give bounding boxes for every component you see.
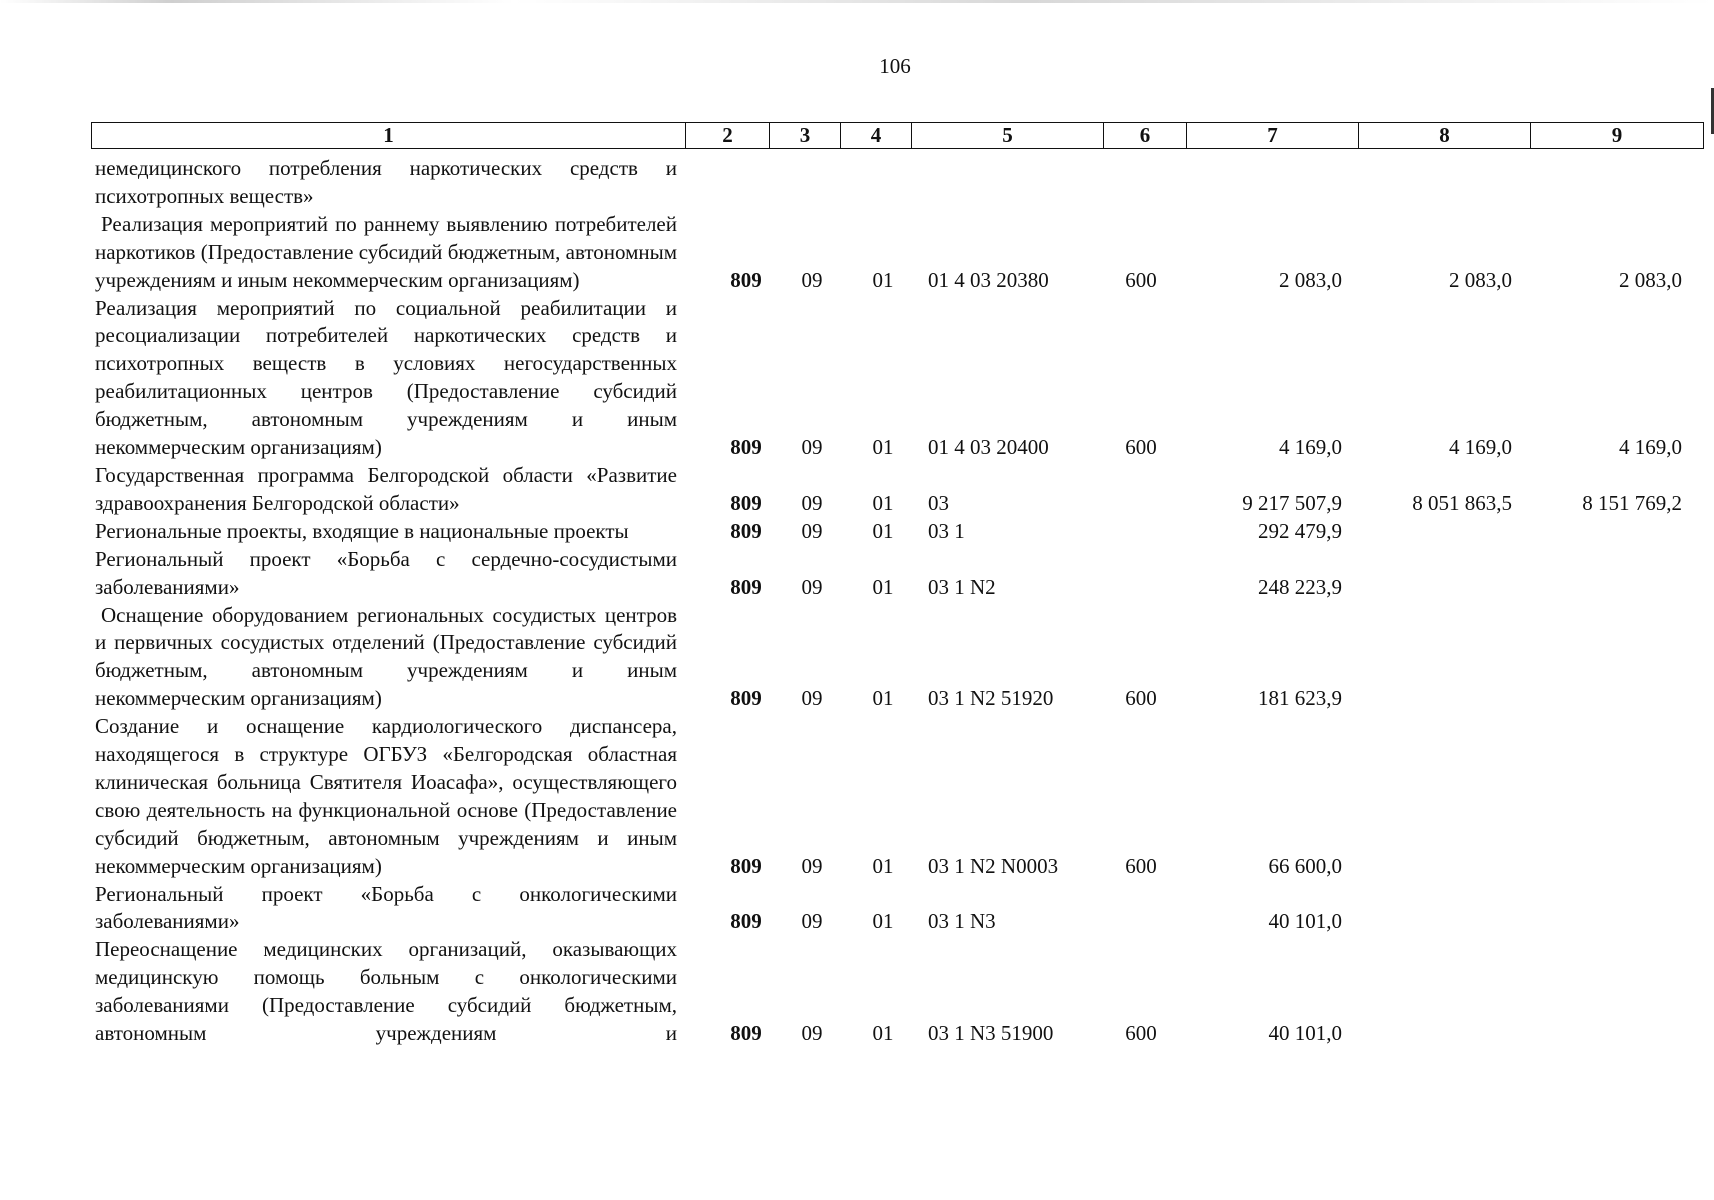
header-col-6: 6 xyxy=(1104,123,1187,149)
cell-amount-col9: 4 169,0 xyxy=(1619,435,1682,460)
cell-subsection: 01 xyxy=(872,853,894,878)
row-description: немедицинского потребления наркотических средств и психотропных веществ» xyxy=(95,156,677,208)
cell-target-article: 03 1 N3 xyxy=(928,909,996,934)
cell-expense-type: 600 xyxy=(1125,686,1157,711)
cell-amount-col8: 8 051 863,5 xyxy=(1412,490,1512,515)
cell-section: 09 xyxy=(801,1021,823,1046)
cell-section: 09 xyxy=(801,490,823,515)
scan-edge xyxy=(0,0,1714,3)
cell-section: 09 xyxy=(801,574,823,599)
row-description: Региональный проект «Борьба с онкологическими заболеваниями» xyxy=(95,881,677,934)
cell-amount-col7: 66 600,0 xyxy=(1268,853,1342,878)
cell-section: 09 xyxy=(801,267,823,292)
cell-target-article: 01 4 03 20400 xyxy=(928,435,1049,460)
cell-ministry-code: 809 xyxy=(730,909,762,934)
header-col-1: 1 xyxy=(92,123,686,149)
cell-amount-col7: 292 479,9 xyxy=(1258,518,1342,543)
cell-ministry-code: 809 xyxy=(730,435,762,460)
cell-target-article: 03 1 N3 51900 xyxy=(928,1021,1054,1046)
cell-section: 09 xyxy=(801,909,823,934)
cell-ministry-code: 809 xyxy=(730,853,762,878)
cell-ministry-code: 809 xyxy=(730,490,762,515)
cell-ministry-code: 809 xyxy=(730,1021,762,1046)
cell-section: 09 xyxy=(801,518,823,543)
cell-ministry-code: 809 xyxy=(730,518,762,543)
cell-subsection: 01 xyxy=(872,518,894,543)
header-col-8: 8 xyxy=(1359,123,1531,149)
cell-expense-type: 600 xyxy=(1125,1021,1157,1046)
row-description: Государственная программа Белгородской области «Развитие здравоохранения Белгородской области» xyxy=(95,462,677,515)
table-row xyxy=(91,211,1703,295)
row-description: Региональные проекты, входящие в национальные проекты xyxy=(95,518,629,543)
cell-subsection: 01 xyxy=(872,490,894,515)
cell-amount-col7: 9 217 507,9 xyxy=(1242,490,1342,515)
header-col-2: 2 xyxy=(686,123,770,149)
cell-amount-col8: 4 169,0 xyxy=(1449,435,1512,460)
cell-section: 09 xyxy=(801,686,823,711)
cell-amount-col7: 40 101,0 xyxy=(1268,1021,1342,1046)
cell-subsection: 01 xyxy=(872,267,894,292)
row-description: Создание и оснащение кардиологического диспансера, находящегося в структуре ОГБУЗ «Белгородская областная клиническая больница Святителя Иоасафа», осуществляющего свою деятельность на функциональной основе (Предоставление субсидий бюджетным, автономным учреждениям и иным некоммерческим организациям) xyxy=(95,714,677,878)
cell-subsection: 01 xyxy=(872,435,894,460)
cell-target-article: 03 1 N2 51920 xyxy=(928,686,1054,711)
row-description: Реализация мероприятий по социальной реабилитации и ресоциализации потребителей наркотических средств и психотропных веществ в условиях негосударственных реабилитационных центров (Предоставление субсидий бюджетным, автономным учреждениям и иным некоммерческим организациям) xyxy=(95,295,677,460)
budget-table-body xyxy=(91,155,1703,1048)
cell-subsection: 01 xyxy=(872,574,894,599)
header-col-4: 4 xyxy=(841,123,912,149)
cell-expense-type: 600 xyxy=(1125,267,1157,292)
cell-subsection: 01 xyxy=(872,1021,894,1046)
cell-section: 09 xyxy=(801,853,823,878)
table-row xyxy=(91,602,1703,714)
cell-amount-col9: 2 083,0 xyxy=(1619,267,1682,292)
cell-amount-col8: 2 083,0 xyxy=(1449,267,1512,292)
table-row xyxy=(91,713,1703,880)
header-col-9: 9 xyxy=(1531,123,1704,149)
cell-amount-col9: 8 151 769,2 xyxy=(1582,490,1682,515)
table-row xyxy=(91,936,1703,1048)
page-number: 106 xyxy=(879,54,911,78)
cell-amount-col7: 181 623,9 xyxy=(1258,686,1342,711)
header-col-5: 5 xyxy=(912,123,1104,149)
header-row xyxy=(92,123,1704,149)
table-row xyxy=(91,155,1703,211)
table-row xyxy=(91,881,1703,937)
cell-subsection: 01 xyxy=(872,686,894,711)
table-row xyxy=(91,295,1703,462)
cell-target-article: 03 xyxy=(928,490,949,515)
row-description: Переоснащение медицинских организаций, оказывающих медицинскую помощь больным с онкологическими заболеваниями (Предоставление субсидий бюджетным, автономным учреждениям и xyxy=(95,937,677,1046)
cell-ministry-code: 809 xyxy=(730,267,762,292)
column-number-header xyxy=(91,122,1704,149)
cell-amount-col7: 248 223,9 xyxy=(1258,574,1342,599)
cell-target-article: 03 1 xyxy=(928,518,965,543)
row-description: Оснащение оборудованием региональных сосудистых центров и первичных сосудистых отделений (Предоставление субсидий бюджетным, автономным учреждениям и иным некоммерческим организациям) xyxy=(95,602,677,711)
cell-amount-col7: 2 083,0 xyxy=(1279,267,1342,292)
row-description: Региональный проект «Борьба с сердечно-сосудистыми заболеваниями» xyxy=(95,546,677,599)
cell-ministry-code: 809 xyxy=(730,574,762,599)
header-col-7: 7 xyxy=(1187,123,1359,149)
cell-target-article: 03 1 N2 xyxy=(928,574,996,599)
cell-target-article: 01 4 03 20380 xyxy=(928,267,1049,292)
cell-subsection: 01 xyxy=(872,909,894,934)
row-description: Реализация мероприятий по раннему выявлению потребителей наркотиков (Предоставление субсидий бюджетным, автономным учреждениям и иным некоммерческим организациям) xyxy=(95,211,677,292)
cell-ministry-code: 809 xyxy=(730,686,762,711)
cell-amount-col7: 40 101,0 xyxy=(1268,909,1342,934)
table-row xyxy=(91,462,1703,518)
table-row xyxy=(91,518,1703,546)
cell-expense-type: 600 xyxy=(1125,853,1157,878)
cell-expense-type: 600 xyxy=(1125,435,1157,460)
cell-section: 09 xyxy=(801,435,823,460)
cell-target-article: 03 1 N2 N0003 xyxy=(928,853,1059,878)
header-col-3: 3 xyxy=(770,123,841,149)
cell-amount-col7: 4 169,0 xyxy=(1279,435,1342,460)
table-row xyxy=(91,546,1703,602)
